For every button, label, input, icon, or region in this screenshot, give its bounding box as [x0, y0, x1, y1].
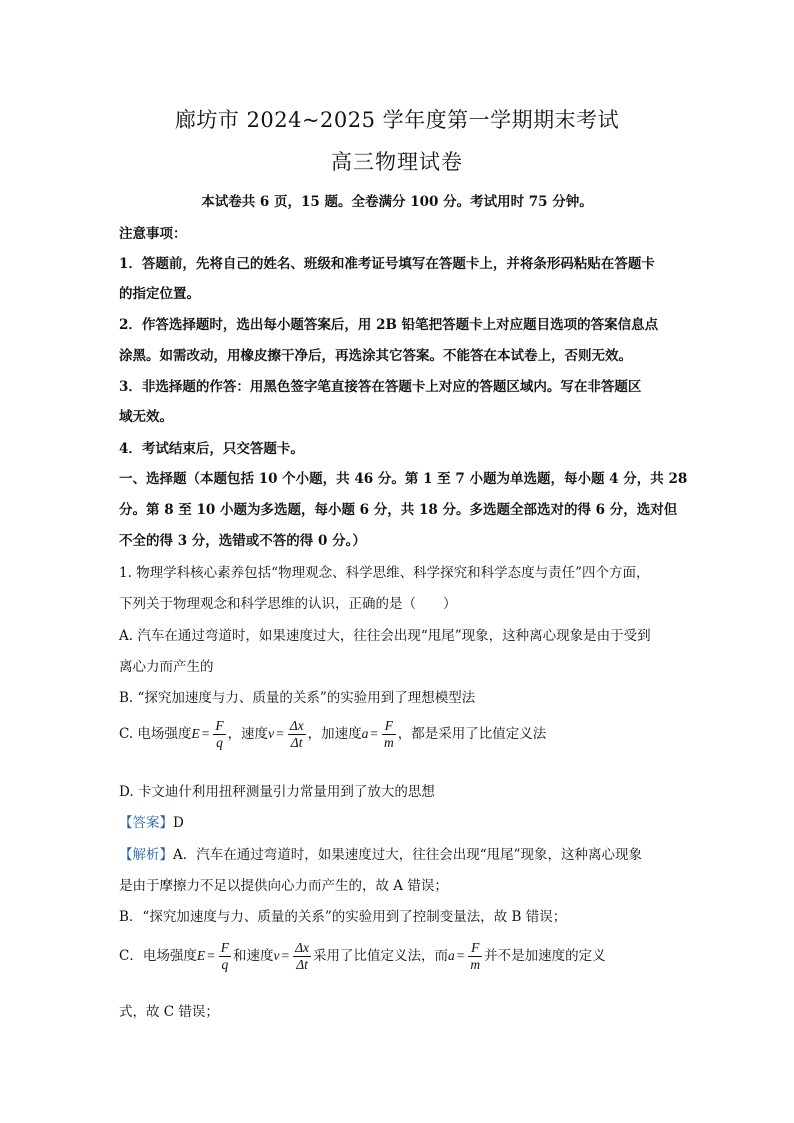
numerator-f: F [220, 940, 229, 955]
numerator-dx: Δx [289, 718, 304, 733]
question-1-stem-line-2: 下列关于物理观念和科学思维的认识，正确的是（ ） [119, 596, 457, 612]
symbol-v: v [273, 948, 280, 963]
denominator-dt: Δt [296, 957, 308, 972]
option-a-line-1: A. 汽车在通过弯道时，如果速度过大，往往会出现“甩尾”现象，这种离心现象是由于受到 [119, 628, 651, 644]
fraction-f-over-m [382, 718, 396, 751]
answer-tag: 【答案】 [119, 815, 173, 831]
option-c-suffix: ，都是采用了比值定义法 [397, 726, 547, 742]
analysis-c-suffix: 并不是加速度的定义 [484, 948, 606, 964]
analysis-c [119, 940, 606, 973]
symbol-a: a [448, 948, 455, 963]
equals-sign: = [281, 948, 290, 963]
fraction-dx-over-dt [288, 718, 306, 751]
option-b: B. “探究加速度与力、质量的关系”的实验用到了理想模型法 [119, 690, 476, 706]
note-1-line-2: 的指定位置。 [119, 286, 200, 302]
note-1-line-1: 1．答题前，先将自己的姓名、班级和准考证号填写在答题卡上，并将条形码粘贴在答题卡 [119, 256, 655, 272]
exam-info: 本试卷共 6 页，15 题。全卷满分 100 分。考试用时 75 分钟。 [201, 194, 593, 210]
denominator-m: m [470, 957, 481, 972]
numerator-dx: Δx [295, 940, 310, 955]
option-c-mid-2: ，加速度 [307, 726, 362, 742]
denominator-dt: Δt [290, 735, 303, 750]
option-c [119, 718, 546, 751]
note-3-line-2: 域无效。 [119, 409, 173, 425]
exam-title: 廊坊市 2024~2025 学年度第一学期期末考试 [174, 108, 620, 132]
analysis-tag: 【解析】 [119, 847, 173, 863]
section-1-line-1: 一、选择题（本题包括 10 个小题，共 46 分。第 1 至 7 小题为单选题，每小题 4 分，共 28 [119, 471, 688, 487]
denominator-m: m [383, 735, 394, 750]
analysis-b: B．“探究加速度与力、质量的关系”的实验用到了控制变量法，故 B 错误； [119, 909, 567, 925]
fraction-f-over-q [219, 940, 231, 973]
analysis-c-mid-1: 和速度 [232, 948, 274, 964]
fraction-f-over-m [468, 940, 482, 973]
symbol-a: a [361, 726, 369, 741]
analysis-a-line-1: A．汽车在通过弯道时，如果速度过大，往往会出现“甩尾”现象，这种离心现象 [173, 847, 643, 863]
fraction-dx-over-dt [293, 940, 311, 973]
denominator-q: q [216, 735, 223, 750]
equals-sign: = [207, 948, 215, 963]
analysis-a-line-2: 是由于摩擦力不足以提供向心力而产生的，故 A 错误； [119, 878, 448, 894]
numerator-f: F [215, 718, 224, 733]
section-1-line-2: 分。第 8 至 10 小题为多选题，每小题 6 分，共 18 分。多选题全部选对的得 6 分，选对但 [119, 502, 678, 518]
note-4: 4．考试结束后，只交答题卡。 [119, 441, 304, 457]
equals-sign: = [276, 726, 284, 741]
notes-heading: 注意事项： [119, 226, 187, 242]
denominator-q: q [221, 957, 229, 972]
fraction-f-over-q [213, 718, 225, 751]
analysis-c-line-2: 式，故 C 错误； [119, 1004, 219, 1020]
note-2-line-2: 涂黑。如需改动，用橡皮擦干净后，再选涂其它答案。不能答在本试卷上，否则无效。 [119, 348, 632, 364]
analysis-line-1 [119, 843, 642, 863]
note-3-line-1: 3．非选择题的作答：用黑色签字笔直接答在答题卡上对应的答题区域内。写在非答题区 [119, 379, 642, 395]
numerator-f: F [468, 940, 482, 957]
equals-sign: = [456, 948, 465, 963]
note-2-line-1: 2．作答选择题时，选出每小题答案后，用 2B 铅笔把答题卡上对应题目选项的答案信息点 [119, 317, 659, 333]
numerator-f: F [382, 718, 396, 735]
symbol-e: E [191, 726, 200, 741]
question-1-stem-line-1: 1. 物理学科核心素养包括“物理观念、科学思维、科学探究和科学态度与责任”四个方面， [119, 565, 650, 581]
section-1-line-3: 不全的得 3 分，选错或不答的得 0 分。） [119, 533, 366, 549]
equals-sign: = [201, 726, 210, 741]
symbol-v: v [268, 726, 275, 741]
option-a-line-2: 离心力而产生的 [119, 659, 214, 675]
answer-value: D [173, 815, 184, 831]
exam-subtitle: 高三物理试卷 [331, 150, 463, 174]
analysis-c-mid-2: 采用了比值定义法，而 [313, 948, 449, 964]
option-c-prefix: C. 电场强度 [119, 726, 192, 742]
analysis-c-prefix: C．电场强度 [119, 948, 197, 964]
option-d: D. 卡文迪什利用扭秤测量引力常量用到了放大的思想 [119, 784, 435, 800]
equals-sign: = [370, 726, 378, 741]
option-c-mid-1: ，速度 [227, 726, 269, 742]
symbol-e: E [196, 948, 206, 963]
answer-line [119, 811, 184, 831]
